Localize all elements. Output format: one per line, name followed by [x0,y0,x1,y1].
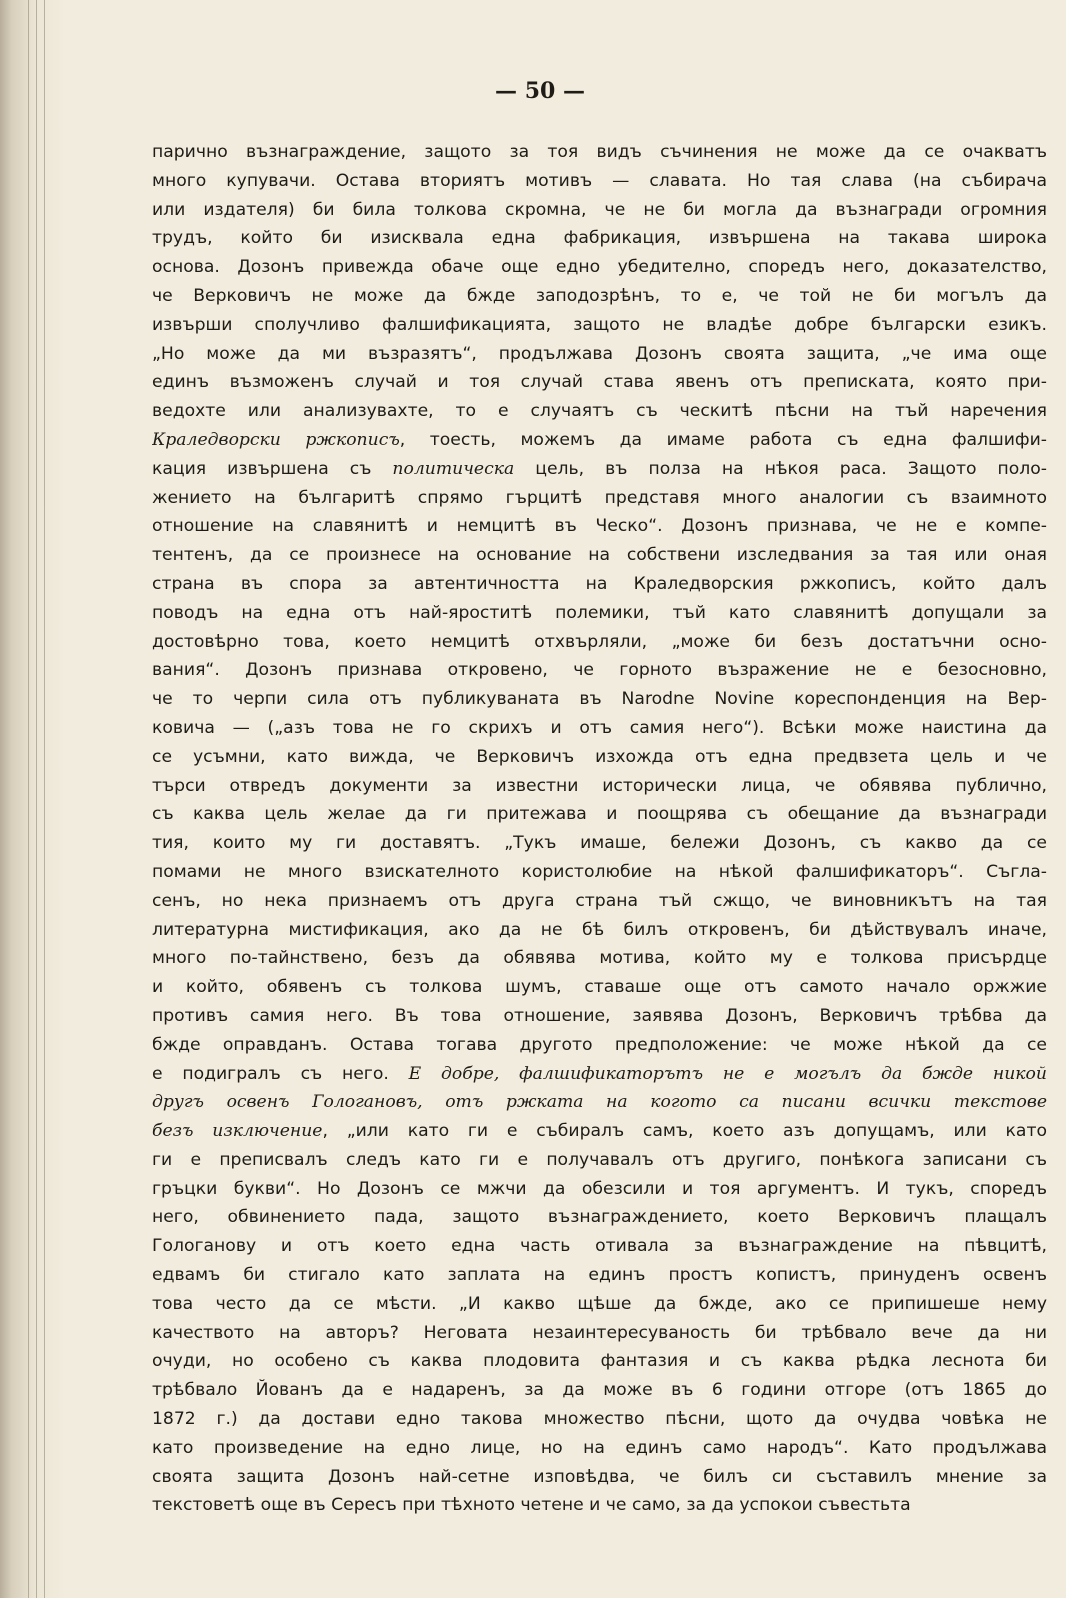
page-edge-line [28,0,29,1598]
text-line: помами не много взискателното користолюбие на нѣкой фалшификаторъ“. Съгла- [152,861,1047,882]
text-line: съ каква цель желае да ги притежава и поощрява съ обещание да възнагради [152,804,1047,825]
text-line: трудъ, който би изисквала една фабрикация, извършена на такава широка [152,228,1047,249]
text-line: се усъмни, като вижда, че Верковичъ изхожда отъ една предвзета цель и че [152,746,1047,767]
text-line: това често да се мѣсти. „И какво щѣше да бжде, ако се припишеше нему [152,1293,1047,1314]
text-line: достовѣрно това, което немцитѣ отхвърляли, „може би безъ достатъчни осно- [152,631,1047,652]
text-line: или издателя) би била толкова скромна, че не би могла да възнагради огромния [152,199,1047,220]
text-line: поводъ на една отъ най-яроститѣ полемики, тъй като славянитѣ допущали за [152,602,1047,623]
text-line: текстоветѣ още въ Сересъ при тѣхното четене и че само, за да успокои съвестьта [152,1495,911,1516]
text-line: своята защита Дозонъ най-сетне изповѣдва, че билъ си съставилъ мнение за [152,1466,1047,1487]
text-line: че Верковичъ не може да бжде заподозрѣнъ, то е, че той не би могълъ да [152,285,1047,306]
text-line: много по-тайнствено, безъ да обявява мотива, който му е толкова присърдце [152,948,1047,969]
text-line [152,1117,1047,1146]
scan-margin [1066,0,1080,1598]
text-segment: е подигралъ съ него. [152,1063,409,1084]
italic-text-segment: Краледворски ржкописъ [152,429,400,450]
text-line: литературна мистификация, ако да не бѣ билъ откровенъ, би дѣйствувалъ иначе, [152,919,1047,940]
text-line: Гологанову и отъ което една часть отивала за възнаграждение на пѣвцитѣ, [152,1236,1047,1257]
text-line: 1872 г.) да достави едно такова множество пѣсни, щото да очудва човѣка не [152,1409,1047,1430]
text-segment: , „или като ги е събиралъ самъ, което азъ допущамъ, или като [322,1121,1047,1142]
text-line: качеството на авторъ? Неговата незаинтересуваность би трѣбвало вече да ни [152,1322,1047,1343]
text-line: като произведение на едно лице, но на единъ само народъ“. Като продължава [152,1437,1047,1458]
page-binding-shadow [0,0,66,1598]
text-line [152,1060,1047,1089]
text-line: много купувачи. Остава вториятъ мотивъ — славата. Но тая слава (на събирача [152,170,1047,191]
text-line [152,455,1047,484]
text-line [152,426,1047,455]
text-line: тентенъ, да се произнесе на основание на собствени изследвания за тая или оная [152,545,1047,566]
text-line: жението на българитѣ спрямо гърцитѣ представя много аналогии съ взаимното [152,487,1047,508]
text-line: очуди, но особено съ каква плодовита фантазия и съ каква рѣдка леснота би [152,1351,1047,1372]
text-line: единъ възможенъ случай и тоя случай става явенъ отъ преписката, която при- [152,372,1047,393]
text-line: основа. Дозонъ привежда обаче още едно убедително, споредъ него, доказателство, [152,257,1047,278]
page-edge-line [44,0,45,1598]
text-line: бжде оправданъ. Остава тогава другото предположение: че може нѣкой да се [152,1034,1047,1055]
text-line: тия, които му ги доставятъ. „Тукъ имаше, бележи Дозонъ, съ какво да се [152,833,1047,854]
text-line: вания“. Дозонъ признава откровено, че горното възражение не е безосновно, [152,660,1047,681]
text-segment: кация извършена съ [152,458,393,479]
text-line: противъ самия него. Въ това отношение, заявява Дозонъ, Верковичъ трѣбва да [152,1005,1047,1026]
italic-text-segment: безъ изключение [152,1121,323,1142]
text-line: ковича — („азъ това не го скрихъ и отъ самия него“). Всѣки може наистина да [152,717,1047,738]
text-line: отношение на славянитѣ и немцитѣ въ Ческо“. Дозонъ признава, че не е компе- [152,516,1047,537]
text-line: и който, обявенъ съ толкова шумъ, ставаше още отъ самото начало оржжие [152,977,1047,998]
italic-text-segment: политическа [392,458,515,479]
body-text [152,138,1047,1520]
text-line: трѣбвало Йованъ да е надаренъ, за да може въ 6 години отгоре (отъ 1865 до [152,1380,1047,1401]
text-line: извърши сполучливо фалшификацията, защото не владѣе добре български езикъ. [152,314,1047,335]
text-line [152,1088,1047,1117]
text-segment: , тоесть, можемъ да имаме работа съ една фалшифи- [399,429,1047,450]
page-number: — 50 — [495,78,585,104]
italic-text-segment: Е добре, фалшификаторътъ не е могълъ да бжде никой [408,1063,1047,1084]
text-line: едвамъ би стигало като заплата на единъ простъ копистъ, принуденъ освенъ [152,1265,1047,1286]
text-line: търси отвредъ документи за известни исторически лица, че обявява публично, [152,775,1047,796]
text-line: гръцки букви“. Но Дозонъ се мжчи да обезсили и тоя аргументъ. И тукъ, споредъ [152,1178,1047,1199]
text-line: ведохте или анализувахте, то е случаятъ съ ческитѣ пѣсни на тъй наречения [152,401,1047,422]
text-line: него, обвинението пада, защото възнаграждението, което Верковичъ плащалъ [152,1207,1047,1228]
text-line: страна въ спора за автентичността на Краледворския ржкописъ, който далъ [152,573,1047,594]
page-edge-line [36,0,37,1598]
text-line: парично възнаграждение, защото за тоя видъ съчинения не може да се очакватъ [152,142,1047,162]
text-line: ги е преписвалъ следъ като ги е получавалъ отъ другиго, понѣкога записани съ [152,1149,1047,1170]
text-line: сенъ, но нека признаемъ отъ друга страна тъй сжщо, че виновникътъ на тая [152,890,1047,911]
text-line: че то черпи сила отъ публикуваната въ Narodne Novine кореспонденция на Вер- [152,689,1047,710]
text-line: „Но може да ми възразятъ“, продължава Дозонъ своята защита, „че има още [152,343,1047,364]
text-segment: цель, въ полза на нѣкоя раса. Защото поло- [514,458,1047,479]
italic-text-segment: другъ освенъ Гологановъ, отъ ржката на когото са писани всички текстове [152,1092,1047,1113]
